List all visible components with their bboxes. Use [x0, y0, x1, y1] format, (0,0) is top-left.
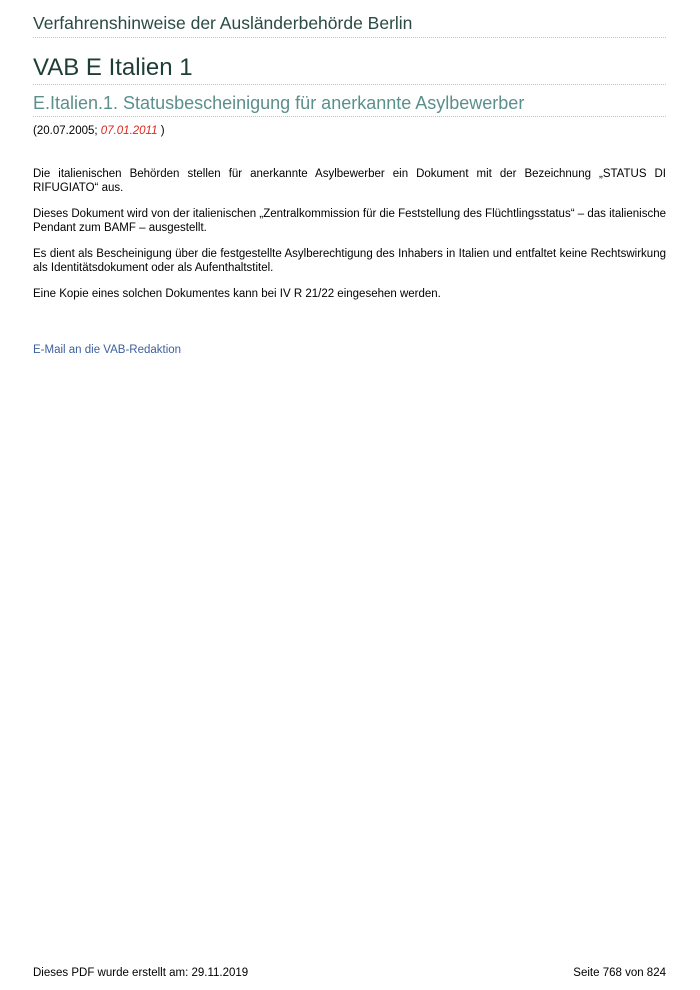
body-text: [33, 168, 666, 315]
paragraph: Die italienischen Behörden stellen für anerkannte Asylbewerber ein Dokument mit der Bezeichnung „STATUS DI RIFUGIATO“ aus.: [33, 168, 666, 194]
document-title: VAB E Italien 1: [33, 54, 193, 81]
header-divider: [33, 37, 666, 38]
email-editorial-link[interactable]: E-Mail an die VAB-Redaktion: [33, 344, 182, 356]
running-header: Verfahrenshinweise der Ausländerbehörde Berlin: [33, 13, 413, 33]
paragraph: Es dient als Bescheinigung über die festgestellte Asylberechtigung des Inhabers in Italien und entfaltet keine Rechtswirkung als Identitätsdokument oder als Aufenthaltstitel.: [33, 248, 666, 274]
date-close: ): [160, 125, 165, 137]
section-heading: E.Italien.1. Statusbescheinigung für anerkannte Asylbewerber: [33, 93, 525, 113]
footer-page-number: Seite 768 von 824: [573, 967, 666, 979]
revision-dates: [33, 124, 165, 138]
document-page: [33, 0, 666, 990]
footer-created-date: Dieses PDF wurde erstellt am: 29.11.2019: [33, 967, 249, 979]
paragraph: Eine Kopie eines solchen Dokumentes kann bei IV R 21/22 eingesehen werden.: [33, 288, 441, 300]
section-divider: [33, 116, 666, 117]
date-updated: 07.01.2011: [100, 125, 158, 137]
date-original: (20.07.2005;: [33, 125, 98, 137]
paragraph: Dieses Dokument wird von der italienischen „Zentralkommission für die Feststellung des Flüchtlingsstatus“ – das italienische Pendant zum BAMF – ausgestellt.: [33, 208, 666, 234]
title-divider: [33, 84, 666, 85]
